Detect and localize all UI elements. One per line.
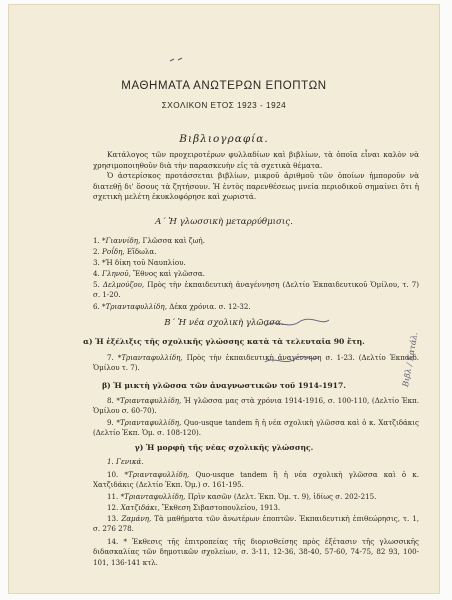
bib-entry [93, 302, 419, 312]
bib-entry [93, 280, 419, 301]
bib-entry [93, 470, 419, 491]
bib-entry [93, 353, 419, 374]
entry-author: Τριανταφυλλίδη, [105, 302, 167, 311]
entry-number: 7. [107, 353, 114, 362]
entry-author: Ἡ δίκη τοῦ Ναυπλίου. [105, 258, 186, 267]
handwritten-margin-note: Βιβλ / Κατάλ. [401, 331, 420, 388]
bib-entry [93, 269, 419, 279]
entry-star: * [120, 492, 125, 501]
entry-number: 14. [107, 537, 119, 546]
entry-number: 6. [93, 302, 100, 311]
entry-number: 1. [93, 236, 100, 245]
intro-paragraph: Ὁ ἀστερίσκος προτάσσεται βιβλίων, μικροῦ ἀριθμοῦ τῶν ὁποίων ἠμποροῦν νὰ διατεθῇ δι' ὅσους τὰ ζητήσουν. Ἡ ἐντὸς παρενθέσεως μνεία περιοδικοῦ σημαίνει ὅτι ἡ σχετικὴ μελέτη ἐκυκλοφόρησε καὶ χωριστά. [93, 171, 419, 201]
entry-number: 10. [107, 470, 119, 479]
intro-paragraph: Κατάλογος τῶν προχειροτέρων φυλλαδίων καὶ βιβλίων, τὰ ὁποῖα εἶναι καλὸν νὰ χρησιμοποιηθοῦν διὰ τὴν παρασκευὴν εἰς τὰ σχετικὰ θέματα. [93, 150, 419, 170]
group-heading: 1. Γενικά. [107, 457, 144, 466]
entry-star: * [102, 236, 106, 245]
entry-title: Γλῶσσα καὶ ζωή. [142, 236, 205, 245]
entry-author: Τριανταφυλλίδη, [121, 353, 183, 362]
entry-number: 4. [93, 269, 100, 278]
document-page [8, 4, 440, 594]
entry-title: Πρὶν κασῶν (Δελτ. Ἐκπ. Ὁμ. τ. 9), ἰδίως σ. 202-215. [187, 492, 377, 501]
bib-entry [93, 418, 419, 439]
entry-title: Ἐκθεσις τῆς ἐπιτροπείας τῆς διορισθείσης πρὸς ἐξέτασιν τῆς γλωσσικῆς διδασκαλίας τῶν δημοτικῶν σχολείων, σ. 3-11, 12-36, 38-40, 57-60, 74-75, 82 93, 100-101, 136-141 κτλ. [93, 537, 419, 567]
entry-title: Quo-usque tandem ἢ ἡ νέα σχολικὴ γλῶσσα καὶ ὁ κ. Χατζιδάκις (Δελτίο Ἐκπ. Ὁμ. σ. 108-120). [93, 418, 419, 438]
entry-author: Ροΐδη, [102, 247, 125, 256]
section-a-heading: Α΄ Ἡ γλωσσικὴ μεταρρύθμισις. [155, 217, 293, 227]
intro-text [93, 150, 419, 203]
entry-title: Ἔκθεση Σιβαστοπουλείου, 1913. [161, 503, 281, 512]
entry-number: 9. [107, 418, 114, 427]
entry-author: Γληνοῦ, [102, 269, 131, 278]
bib-entry [93, 537, 419, 568]
entry-number: 8. [107, 396, 114, 405]
entry-title: Quo-usque tandem ἢ ἡ νέα σχολικὴ γλῶσσα καὶ ὁ κ. Χατζιδάκις (Δελτίο Ἐκπ. Ὁμ.) σ. 161-195. [93, 470, 419, 490]
section-b-heading: Β΄ Ἡ νέα σχολικὴ γλῶσσα. [164, 318, 284, 328]
bib-entry [93, 258, 419, 268]
entry-number: 3. [93, 258, 100, 267]
bib-entry [93, 236, 419, 246]
subsection-b-heading: β) Ἡ μικτὴ γλῶσσα τῶν ἀναγνωστικῶν τοῦ 1914-1917. [102, 381, 346, 390]
entry-number: 11. [107, 492, 119, 501]
bib-entry [93, 514, 419, 535]
entry-star: * [116, 396, 120, 405]
entry-title: Δέκα χρόνια. σ. 12-32. [169, 302, 251, 311]
entry-author: Τριανταφυλλίδη, [124, 492, 186, 501]
entry-star: * [123, 537, 127, 546]
entry-title: Εἴδωλα. [126, 247, 157, 256]
entry-title: Ἡ γλῶσσα μας στὰ χρόνια 1914-1916, σ. 100-110, (Δελτίο Ἐκπ. Ὁμίλου σ. 60-70). [93, 396, 419, 416]
entry-star: * [102, 258, 106, 267]
entry-number: 12. [107, 503, 119, 512]
bibliography-heading: Βιβλιογραφία. [179, 133, 269, 145]
bib-entry [93, 396, 419, 417]
subsection-a-heading: α) Ἡ ἐξέλιξις τῆς σχολικῆς γλώσσης κατὰ τὰ τελευταῖα 90 ἔτη. [83, 337, 365, 346]
entry-star: * [124, 470, 128, 479]
bib-entry [93, 247, 419, 257]
entry-author: Χατζιδάκι, [120, 503, 160, 512]
entry-number: 13. [107, 514, 119, 523]
bib-entry [93, 492, 419, 502]
entry-star: * [102, 302, 106, 311]
pencil-scribble [263, 354, 323, 368]
entry-title: Τὰ μαθήματα τῶν ἀνωτέρων ἐποπτῶν. Ἐκπαιδευτικὴ ἐπιθεώρησις, τ. 1, σ. 276 278. [93, 514, 420, 534]
entry-number: 5. [93, 280, 100, 289]
entry-star: * [117, 353, 122, 362]
bib-entry [93, 503, 419, 513]
entry-author: Δελμούζου, [102, 280, 145, 289]
subsection-c-heading: γ) Ἡ μορφὴ τῆς νέας σχολικῆς γλώσσης. [134, 443, 314, 452]
school-year-subtitle: ΣΧΟΛΙΚΟΝ ΕΤΟΣ 1923 - 1924 [161, 101, 287, 110]
entry-author: Γιαννίδη, [105, 236, 141, 245]
pencil-mark [168, 56, 186, 64]
entry-title: Πρὸς τὴν ἐκπαιδευτικὴ ἀναγέννηση (Δελτίο Ἐκπαιδευτικοῦ Ὁμίλου, τ. 7) σ. 1-20. [93, 280, 419, 300]
entry-title: Ἔθνος καὶ γλῶσσα. [133, 269, 205, 278]
entry-star: * [116, 418, 120, 427]
entry-author: Τριανταφυλλίδη, [119, 418, 182, 427]
page-title: ΜΑΘΗΜΑΤΑ ΑΝΩΤΕΡΩΝ ΕΠΟΠΤΩΝ [121, 80, 327, 92]
entry-author: Ζαμάνη, [121, 514, 152, 523]
entry-title: Πρὸς τὴν ἐκπαιδευτικὴ ἀναγέννηση σ. 1-23. (Δελτίο Ἐκπαιδ. Ὁμίλου τ. 7). [93, 353, 419, 373]
entry-author: Τριανταφυλλίδη, [119, 396, 182, 405]
entry-author: Τριανταφυλλίδη, [127, 470, 190, 479]
entry-number: 2. [93, 247, 100, 256]
pencil-scribble [263, 316, 333, 332]
